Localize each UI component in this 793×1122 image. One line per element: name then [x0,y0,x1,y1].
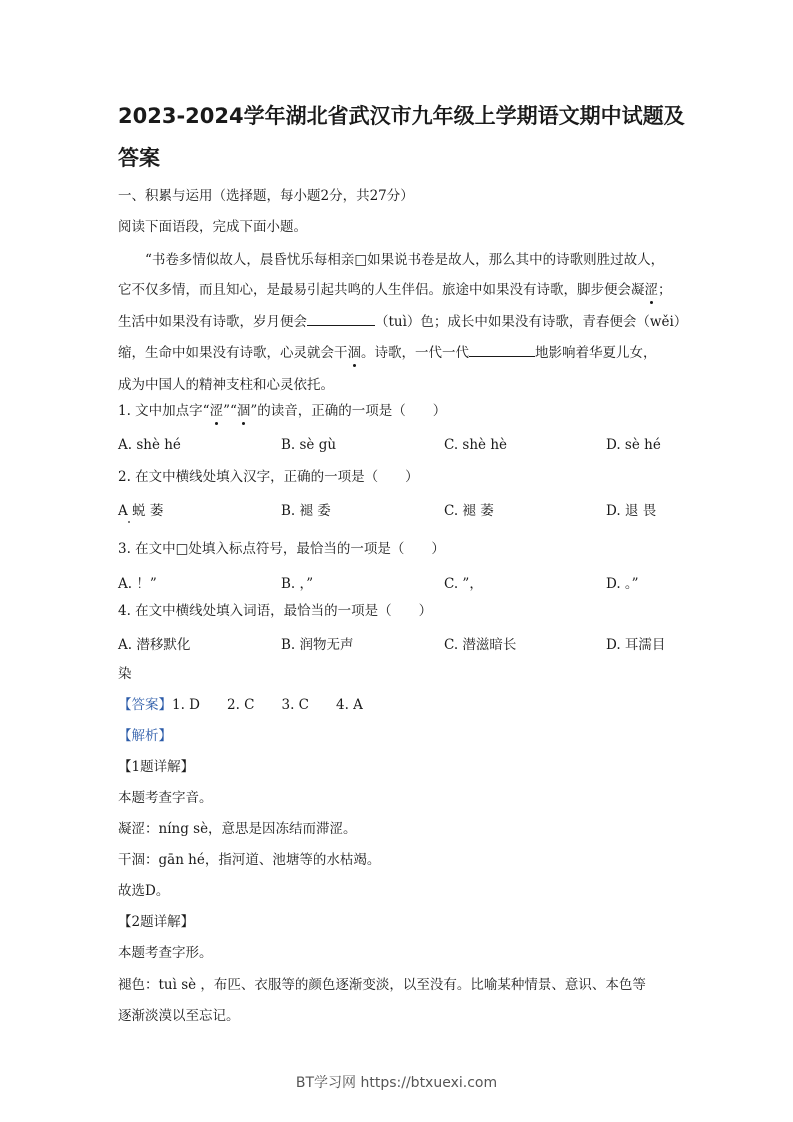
option-d: D. sè hé [606,437,661,453]
option-b: B. 润物无声 [281,637,354,653]
detail-2-line: 逐渐淡漠以至忘记。 [118,1008,240,1024]
option-d: D. 。” [606,576,639,592]
question-4: 4. 在文中横线处填入词语，最恰当的一项是（ ） [118,603,433,619]
stray-dot [128,521,130,523]
question-2-options [118,499,678,517]
dotted-char: 涩 [644,282,658,298]
detail-2-heading: 【2题详解】 [118,914,195,930]
detail-1-line: 本题考查字音。 [118,790,213,806]
fill-blank-1 [307,311,375,326]
document-title-line-2: 答案 [118,146,160,170]
option-b: B. ，” [281,576,314,592]
dotted-char: 涩 [209,403,224,419]
option-d: D. 退 畏 [606,503,657,519]
option-d: D. 耳濡目 [606,637,666,653]
question-2: 2. 在文中横线处填入汉字，正确的一项是（ ） [118,469,419,485]
detail-2-line: 褪色：tuì sè ，布匹、衣服等的颜色逐渐变淡，以至没有。比喻某种情景、意识、本色等 [118,977,646,993]
passage-line-1: “书卷多情似故人，晨昏忧乐每相亲□如果说书卷是故人，那么其中的诗歌则胜过故人， [145,252,665,268]
section-heading: 一、积累与运用（选择题，每小题2分，共27分） [118,188,414,204]
document-title-line-1: 2023-2024学年湖北省武汉市九年级上学期语文期中试题及 [118,104,685,128]
option-b: B. sè gù [281,437,337,453]
option-a: A. 潜移默化 [118,637,191,653]
option-c: C. shè hè [444,437,508,453]
option-c: C. ”， [444,576,483,592]
answer-text: 1. D 2. C 3. C 4. A [172,697,363,713]
dotted-char: 涸 [347,345,361,361]
passage-line-3: 生活中如果没有诗歌，岁月便会 （tuì）色；成长中如果没有诗歌，青春便会（wěi） [118,310,687,330]
detail-1-line: 凝涩：níng sè，意思是因冻结而滞涩。 [118,821,357,837]
option-b: B. 褪 委 [281,503,331,519]
question-1: 1. 文中加点字“涩”“涸”的读音，正确的一项是（ ） [118,403,447,419]
passage-line-5: 成为中国人的精神支柱和心灵依托。 [118,377,334,393]
option-c: C. 褪 萎 [444,503,494,519]
question-1-options [118,437,678,455]
question-4-options [118,633,678,651]
passage-line-4: 缩，生命中如果没有诗歌，心灵就会干涸。诗歌，一代一代 地影响着华夏儿女， [118,341,657,361]
answer-line [118,696,363,714]
passage-line-2: 它不仅多情，而且知心，是最易引起共鸣的人生伴侣。旅途中如果没有诗歌，脚步便会凝涩； [118,282,672,298]
reading-instruction: 阅读下面语段，完成下面小题。 [118,219,307,235]
detail-1-line: 干涸：gān hé，指河道、池塘等的水枯竭。 [118,852,381,868]
option-d-wrap: 染 [118,666,132,682]
site-footer: BT学习网 https://btxuexi.com [295,1075,498,1091]
option-a: A. shè hé [118,437,181,453]
option-a: A. ！” [118,576,157,592]
analysis-label: 【解析】 [118,728,172,744]
detail-1-line: 故选D。 [118,883,170,899]
answer-label: 【答案】 [118,697,172,713]
fill-blank-2 [469,342,535,357]
detail-2-line: 本题考查字形。 [118,945,213,961]
reading-passage [118,248,688,398]
detail-1-heading: 【1题详解】 [118,759,195,775]
dotted-char: 涸 [236,403,251,419]
question-3: 3. 在文中□处填入标点符号，最恰当的一项是（ ） [118,541,445,557]
question-3-options [118,572,678,590]
option-c: C. 潜滋暗长 [444,637,517,653]
option-a: A 蜕 萎 [118,503,164,519]
